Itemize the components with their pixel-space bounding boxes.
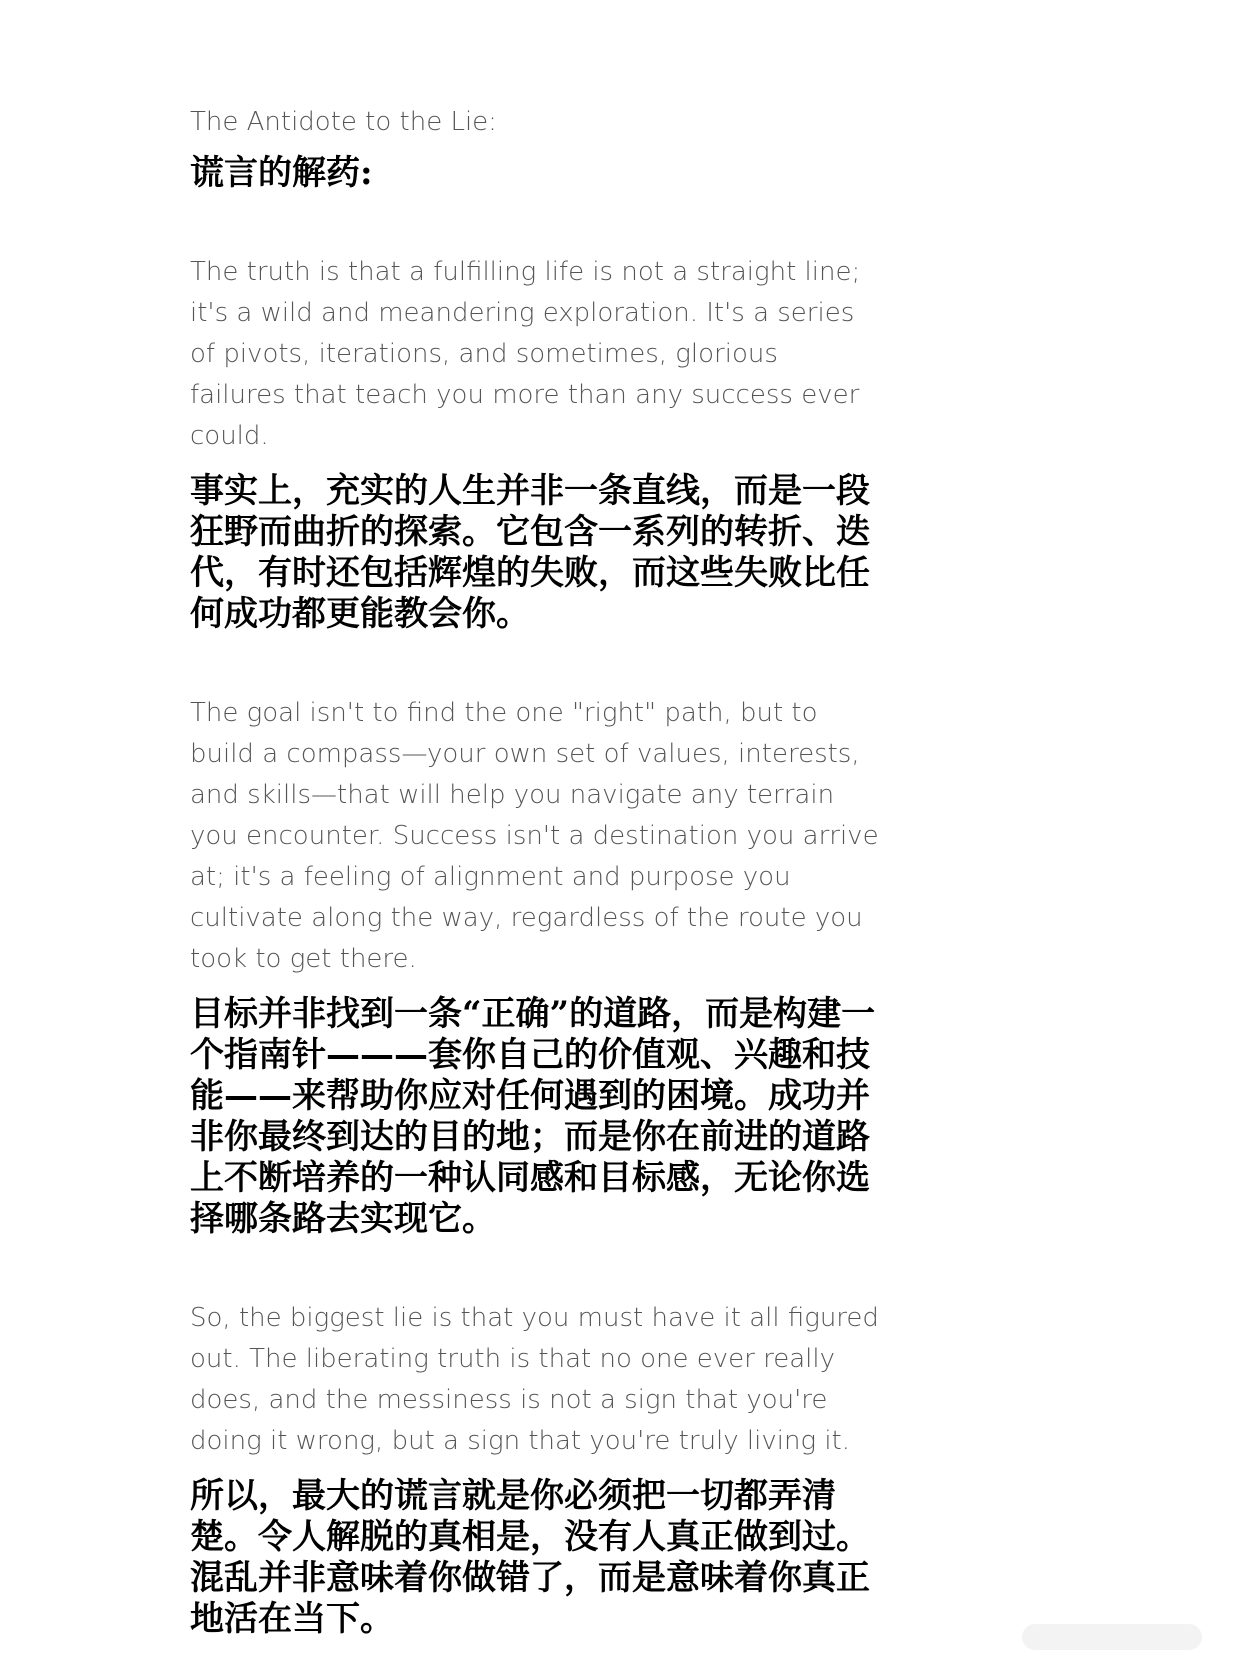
paragraph-3-chinese: 所以，最大的谎言就是你必须把一切都弄清楚。令人解脱的真相是，没有人真正做到过。混乱并非意味着你做错了，而是意味着你真正地活在当下。 <box>190 1476 870 1639</box>
paragraph-2-english: The goal isn't to find the one "right" path, but to build a compass—your own set of values, interests, and skills—that will help you navigate any terrain you encounter. Success isn't a destination you arrive at; it's a feeling of alignment and purpose you cultivate along the way, regardless of the route you took to get there. <box>190 698 879 974</box>
paragraph-2-chinese: 目标并非找到一条“正确”的道路，而是构建一个指南针———套你自己的价值观、兴趣和技能——来帮助你应对任何遇到的困境。成功并非你最终到达的目的地；而是你在前进的道路上不断培养的一种认同感和目标感，无论你选择哪条路去实现它。 <box>190 994 876 1239</box>
title-english: The Antidote to the Lie: <box>190 107 497 137</box>
text-column <box>190 100 880 1640</box>
watermark-badge <box>1022 1624 1202 1650</box>
paragraph-1-english: The truth is that a fulfilling life is not a straight line; it's a wild and meandering exploration. It's a series of pivots, iterations, and sometimes, glorious failures that teach you more than any success ever could. <box>190 257 861 451</box>
paragraph-1-chinese: 事实上，充实的人生并非一条直线，而是一段狂野而曲折的探索。它包含一系列的转折、迭代，有时还包括辉煌的失败，而这些失败比任何成功都更能教会你。 <box>190 471 870 634</box>
title-chinese: 谎言的解药: <box>190 153 373 193</box>
paragraph-3-english: So, the biggest lie is that you must have it all figured out. The liberating truth is that no one ever really does, and the messiness is not a sign that you're doing it wrong, but a sign that you're truly living it. <box>190 1303 879 1456</box>
